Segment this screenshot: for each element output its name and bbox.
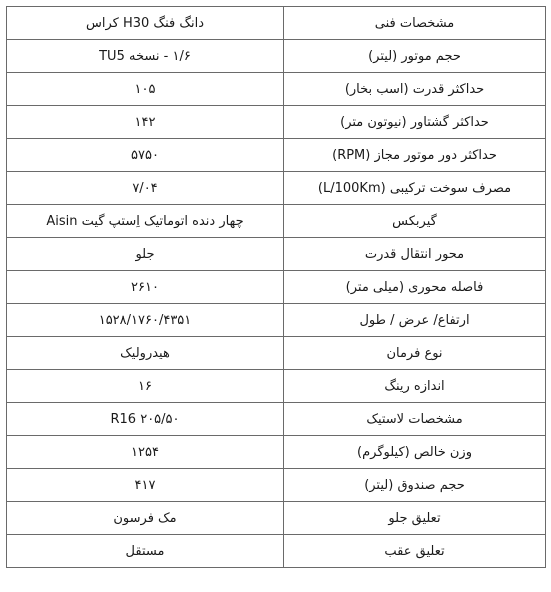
spec-value: ۱۵۲۸/۱۷۶۰/۴۳۵۱ bbox=[7, 304, 284, 337]
table-row bbox=[7, 469, 546, 502]
table-row bbox=[7, 139, 546, 172]
table-row bbox=[7, 73, 546, 106]
spec-value: ۴۱۷ bbox=[7, 469, 284, 502]
spec-label: وزن خالص (کیلوگرم) bbox=[284, 436, 546, 469]
header-value-cell: دانگ فنگ H30 کراس bbox=[7, 7, 284, 40]
spec-value: ۱/۶ - نسخه TU5 bbox=[7, 40, 284, 73]
table-row bbox=[7, 436, 546, 469]
spec-value: مک فرسون bbox=[7, 502, 284, 535]
spec-label: مصرف سوخت ترکیبی (L/100Km) bbox=[284, 172, 546, 205]
spec-label: گیربکس bbox=[284, 205, 546, 238]
spec-table bbox=[6, 6, 546, 568]
table-row bbox=[7, 40, 546, 73]
spec-value: ۱۲۵۴ bbox=[7, 436, 284, 469]
spec-value: ۵۷۵۰ bbox=[7, 139, 284, 172]
spec-label: محور انتقال قدرت bbox=[284, 238, 546, 271]
spec-value: مستقل bbox=[7, 535, 284, 568]
spec-value: چهار دنده اتوماتیک اِستپ گیت Aisin bbox=[7, 205, 284, 238]
spec-label: فاصله محوری (میلی متر) bbox=[284, 271, 546, 304]
table-row bbox=[7, 535, 546, 568]
spec-label: تعلیق جلو bbox=[284, 502, 546, 535]
spec-value: R16 ۲۰۵/۵۰ bbox=[7, 403, 284, 436]
spec-value: ۲۶۱۰ bbox=[7, 271, 284, 304]
spec-table-container bbox=[6, 6, 546, 568]
spec-label: تعلیق عقب bbox=[284, 535, 546, 568]
table-row bbox=[7, 271, 546, 304]
table-header-row bbox=[7, 7, 546, 40]
spec-label: حجم صندوق (لیتر) bbox=[284, 469, 546, 502]
spec-value: ۷/۰۴ bbox=[7, 172, 284, 205]
spec-label: حداکثر گشتاور (نیوتون متر) bbox=[284, 106, 546, 139]
header-label-cell: مشخصات فنی bbox=[284, 7, 546, 40]
table-row bbox=[7, 337, 546, 370]
spec-value: ۱۰۵ bbox=[7, 73, 284, 106]
spec-label: مشخصات لاستیک bbox=[284, 403, 546, 436]
spec-label: حداکثر دور موتور مجاز (RPM) bbox=[284, 139, 546, 172]
spec-value: جلو bbox=[7, 238, 284, 271]
spec-value: ۱۶ bbox=[7, 370, 284, 403]
table-row bbox=[7, 502, 546, 535]
table-row bbox=[7, 238, 546, 271]
table-row bbox=[7, 205, 546, 238]
spec-value: ۱۴۲ bbox=[7, 106, 284, 139]
table-row bbox=[7, 304, 546, 337]
table-row bbox=[7, 172, 546, 205]
table-row bbox=[7, 370, 546, 403]
spec-label: ارتفاع/ عرض / طول bbox=[284, 304, 546, 337]
spec-label: اندازه رینگ bbox=[284, 370, 546, 403]
table-row bbox=[7, 403, 546, 436]
spec-label: حجم موتور (لیتر) bbox=[284, 40, 546, 73]
table-row bbox=[7, 106, 546, 139]
spec-label: نوع فرمان bbox=[284, 337, 546, 370]
spec-value: هیدرولیک bbox=[7, 337, 284, 370]
spec-label: حداکثر قدرت (اسب بخار) bbox=[284, 73, 546, 106]
